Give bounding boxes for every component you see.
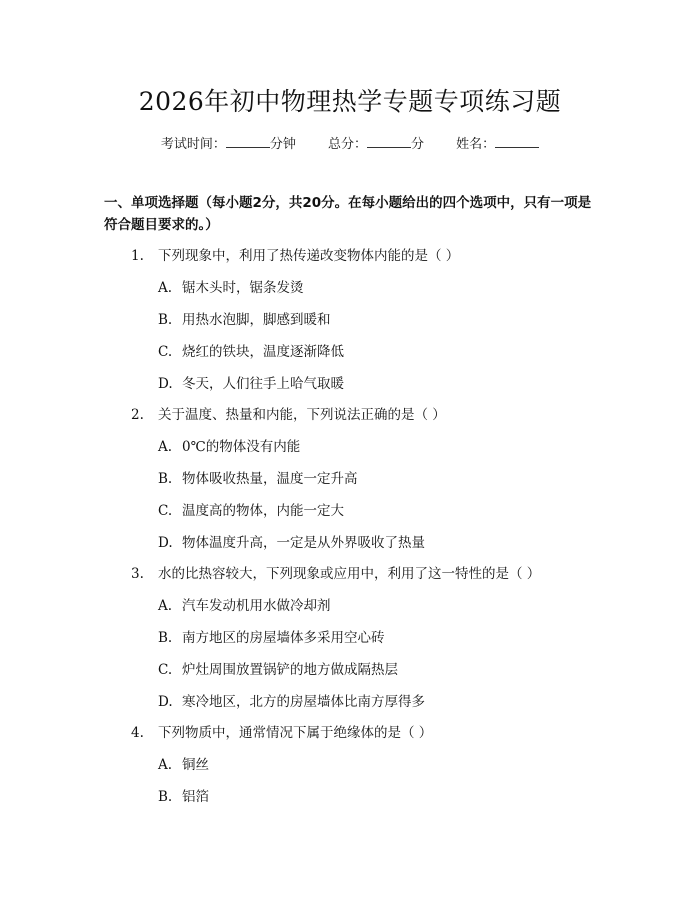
option-letter: A. [158,280,173,296]
question-2 [131,403,446,423]
option-1c [158,340,344,360]
option-text: 0℃的物体没有内能 [182,439,301,455]
section-heading: 一、单项选择题（每小题2分，共20分。在每小题给出的四个选项中，只有一项是符合题目要求的。） [104,195,592,233]
question-3 [131,562,540,582]
option-text: 温度高的物体，内能一定大 [182,503,344,519]
option-3a [158,594,331,614]
option-text: 锯木头时，锯条发烫 [182,280,304,296]
option-2a [158,435,300,455]
exam-meta [0,133,700,152]
option-letter: C. [158,344,173,360]
option-letter: D. [158,694,173,710]
option-text: 烧红的铁块，温度逐渐降低 [182,344,344,360]
option-letter: B. [158,789,173,805]
score-field [328,137,428,152]
score-blank [367,135,411,148]
option-text: 物体温度升高，一定是从外界吸收了热量 [182,535,425,551]
option-3b [158,626,385,646]
name-blank [495,135,539,148]
time-blank [226,135,270,148]
option-letter: A. [158,439,173,455]
question-number: 4. [131,725,144,741]
question-number: 1. [131,248,144,264]
option-1b [158,308,331,328]
option-text: 铝箔 [182,789,209,805]
time-label: 考试时间： [160,137,226,152]
time-unit: 分钟 [269,137,296,152]
option-4a [158,753,209,773]
question-text: 下列物质中，通常情况下属于绝缘体的是（ ） [158,725,433,741]
question-text: 关于温度、热量和内能，下列说法正确的是（ ） [158,407,446,423]
option-2c [158,499,344,519]
question-text: 下列现象中，利用了热传递改变物体内能的是（ ） [158,248,460,264]
question-4 [131,721,432,741]
option-2b [158,467,358,487]
option-text: 冬天，人们往手上哈气取暖 [182,376,344,392]
option-text: 用热水泡脚，脚感到暖和 [182,312,331,328]
option-4b [158,785,209,805]
question-number: 2. [131,407,144,423]
option-text: 南方地区的房屋墙体多采用空心砖 [182,630,385,646]
option-3c [158,658,398,678]
option-letter: B. [158,630,173,646]
score-unit: 分 [411,137,425,152]
option-letter: B. [158,471,173,487]
option-letter: A. [158,598,173,614]
option-2d [158,531,425,551]
time-field [161,137,300,152]
question-text: 水的比热容较大，下列现象或应用中，利用了这一特性的是（ ） [158,566,541,582]
option-letter: C. [158,662,173,678]
name-label: 姓名： [456,137,496,152]
option-letter: D. [158,535,173,551]
option-text: 寒冷地区，北方的房屋墙体比南方厚得多 [182,694,425,710]
option-3d [158,690,425,710]
option-text: 物体吸收热量，温度一定升高 [182,471,358,487]
option-letter: B. [158,312,173,328]
option-text: 炉灶周围放置锅铲的地方做成隔热层 [182,662,398,678]
option-letter: D. [158,376,173,392]
option-1d [158,372,344,392]
option-letter: A. [158,757,173,773]
question-1 [131,244,459,264]
name-field [456,137,539,152]
score-label: 总分： [327,137,367,152]
option-1a [158,276,304,296]
question-number: 3. [131,566,144,582]
page-title: 2026年初中物理热学专题专项练习题 [138,87,562,116]
option-letter: C. [158,503,173,519]
option-text: 铜丝 [182,757,209,773]
option-text: 汽车发动机用水做冷却剂 [182,598,331,614]
